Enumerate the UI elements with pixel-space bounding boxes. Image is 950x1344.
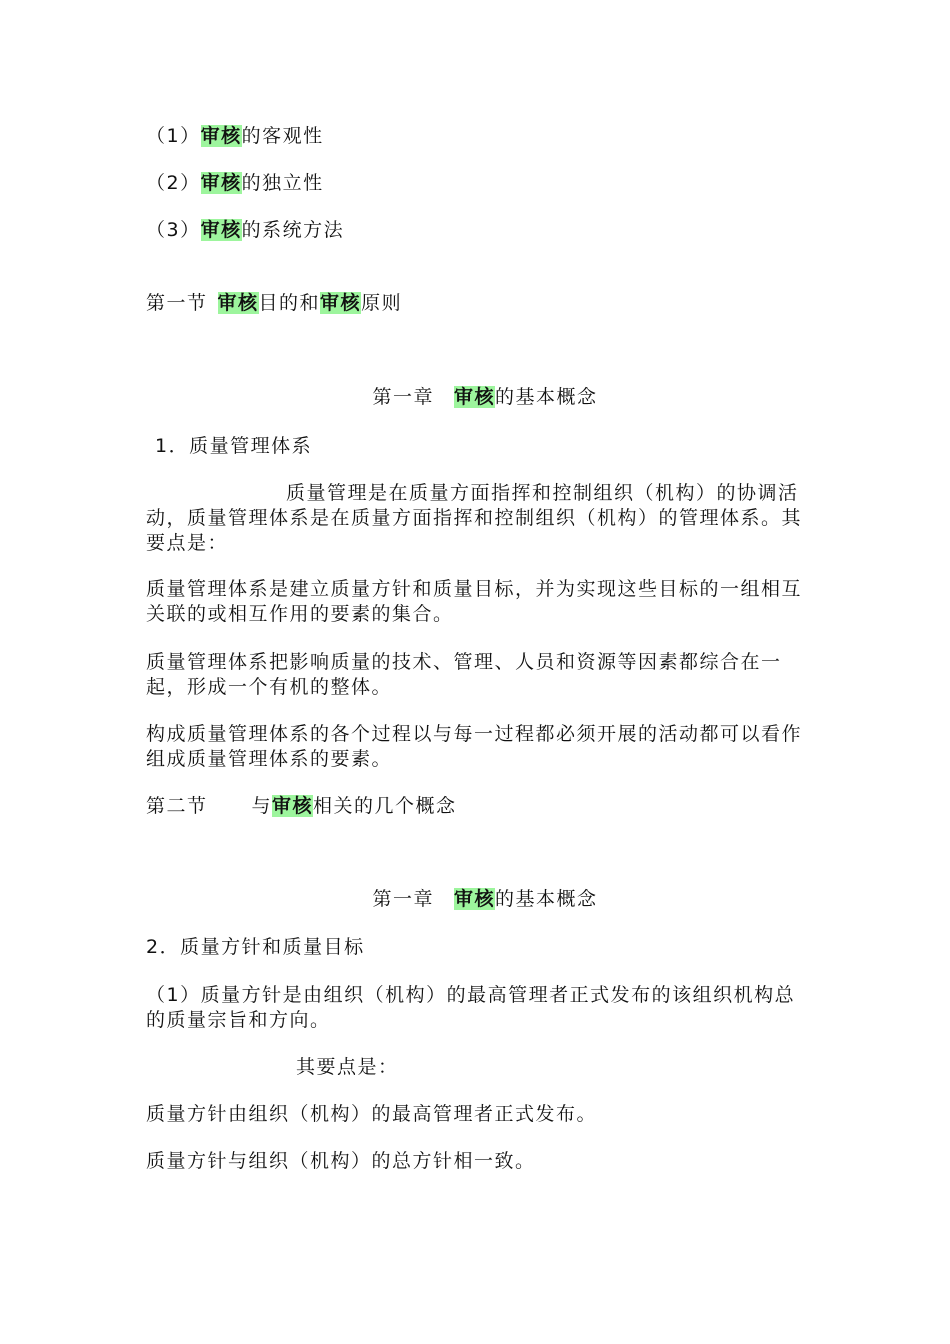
paragraph: 质量方针与组织（机构）的总方针相一致。 [146,1150,536,1172]
highlighted-keyword: 审核 [200,219,242,241]
section-text: 相关的几个概念 [313,795,457,817]
highlighted-keyword: 审核 [272,795,314,817]
section-text: 目的和 [258,292,321,314]
list-item [146,171,324,196]
highlighted-keyword: 审核 [453,386,495,408]
item-text: 的独立性 [241,172,324,194]
highlighted-keyword: 审核 [217,292,259,314]
highlighted-keyword: 审核 [453,888,495,910]
subheading: 1．质量管理体系 [155,435,313,457]
chapter-label: 第一章 [372,386,434,408]
chapter-text: 的基本概念 [495,386,598,408]
item-text: 的客观性 [241,125,324,147]
section-text: 与 [251,795,273,817]
highlighted-keyword: 审核 [200,125,242,147]
chapter-text: 的基本概念 [495,888,598,910]
section-heading [146,794,457,819]
paragraph [146,481,806,556]
section-label: 第二节 [146,795,208,817]
section-heading [146,291,402,316]
chapter-heading [0,385,950,410]
paragraph-text: 质量管理是在质量方面指挥和控制组织（机构）的协调活动，质量管理体系是在质量方面指挥和控制组织（机构）的管理体系。其要点是： [146,482,803,554]
subheading: 2．质量方针和质量目标 [146,936,365,958]
highlighted-keyword: 审核 [320,292,362,314]
list-item [146,124,324,149]
item-prefix: （1） [146,125,201,147]
item-text: 的系统方法 [241,219,345,241]
paragraph: 质量管理体系把影响质量的技术、管理、人员和资源等因素都综合在一起，形成一个有机的整体。 [146,651,782,698]
chapter-label: 第一章 [372,888,434,910]
paragraph [146,1055,399,1080]
item-prefix: （2） [146,172,201,194]
list-item [146,218,344,243]
paragraph: 质量方针由组织（机构）的最高管理者正式发布。 [146,1103,598,1125]
paragraph-text: 其要点是： [296,1056,399,1078]
section-text: 原则 [361,292,403,314]
paragraph: 构成质量管理体系的各个过程以与每一过程都必须开展的活动都可以看作组成质量管理体系的要素。 [146,723,803,770]
paragraph: 质量管理体系是建立质量方针和质量目标，并为实现这些目标的一组相互关联的或相互作用的要素的集合。 [146,578,803,625]
paragraph: （1）质量方针是由组织（机构）的最高管理者正式发布的该组织机构总的质量宗旨和方向。 [146,984,796,1031]
section-label: 第一节 [146,292,208,314]
highlighted-keyword: 审核 [200,172,242,194]
item-prefix: （3） [146,219,201,241]
chapter-heading [0,887,950,912]
